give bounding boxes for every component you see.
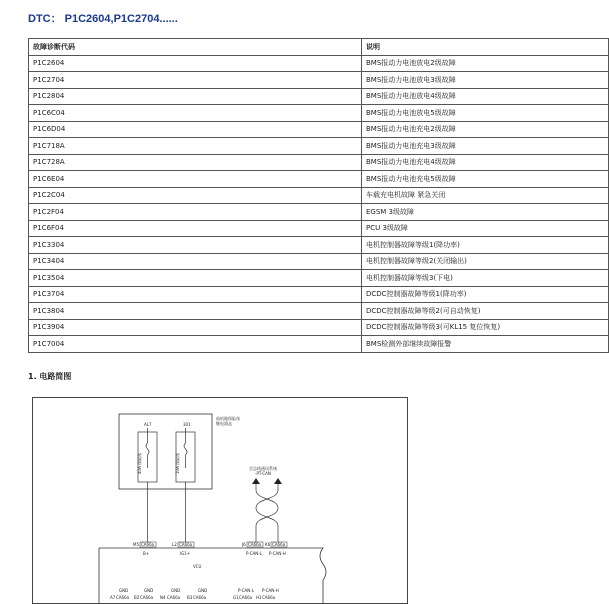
table-row — [29, 204, 609, 221]
bottom-gnd-1: GND — [119, 588, 129, 593]
dtc-description-cell: 车载充电机故障 紧急关闭 — [362, 187, 609, 204]
bottom-pin-h1: H1 — [256, 595, 262, 600]
table-row — [29, 270, 609, 287]
dtc-description-cell: BMS报动力电池充电4级故障 — [362, 154, 609, 171]
table-row — [29, 138, 609, 155]
table-row — [29, 171, 609, 188]
table-row — [29, 88, 609, 105]
dtc-description-cell: 电机控制器故障等级2(关闭输出) — [362, 253, 609, 270]
table-row — [29, 72, 609, 89]
dtc-title: DTC： P1C2604,P1C2704...... — [28, 13, 178, 25]
table-row — [29, 286, 609, 303]
can-arrow-right-icon — [274, 478, 282, 484]
fuse-box-label-1: 前机舱保险丝 — [216, 416, 240, 421]
dtc-code-cell: P1C6D04 — [29, 121, 362, 138]
bottom-conn-g1: CA66a — [239, 595, 253, 600]
bottom-conn-b2: CA66a — [140, 595, 154, 600]
header-code: 故障诊断代码 — [29, 39, 362, 56]
dtc-description-cell: 电机控制器故障等级3(下电) — [362, 270, 609, 287]
dtc-code-cell: P1C718A — [29, 138, 362, 155]
dtc-description-cell: EGSM 3级故障 — [362, 204, 609, 221]
pin-j6: J6 — [242, 542, 246, 547]
dtc-description-cell: DCDC控制器故障等级2(可自动恢复) — [362, 303, 609, 320]
dtc-description-cell: DCDC控制器故障等级1(降功率) — [362, 286, 609, 303]
can-twisted-wire-1 — [256, 484, 278, 538]
dtc-code-cell: P1C3504 — [29, 270, 362, 287]
fuse-box-label-2: 继电器盒 — [216, 421, 232, 426]
can-label-1: 至总线通讯系统 — [249, 466, 277, 471]
fuse-relay-box — [119, 414, 212, 489]
can-arrow-left-icon — [252, 478, 260, 484]
dtc-code-cell: P1C7004 — [29, 336, 362, 353]
dtc-code-cell: P1C2604 — [29, 55, 362, 72]
bottom-conn-a7: CA66a — [116, 595, 130, 600]
dtc-description-cell: BMS报动力电池充电5级故障 — [362, 171, 609, 188]
bottom-gnd-2: GND — [144, 588, 154, 593]
circuit-diagram — [32, 397, 408, 604]
dtc-code-cell: P1C728A — [29, 154, 362, 171]
table-row — [29, 187, 609, 204]
bottom-pin-b3: B3 — [187, 595, 193, 600]
dtc-code-cell: P1C6E04 — [29, 171, 362, 188]
dtc-description-cell: PCU 3级故障 — [362, 220, 609, 237]
pin-k6-sig: P-CAN-H — [269, 551, 286, 556]
dtc-code-cell: P1C2C04 — [29, 187, 362, 204]
pin-m5-sig: B+ — [143, 551, 150, 556]
bottom-gnd-3: GND — [171, 588, 181, 593]
dtc-description-cell: DCDC控制器故障等级3(可KL15 复位恢复) — [362, 319, 609, 336]
dtc-description-cell: BMS报动力电池放电5级故障 — [362, 105, 609, 122]
table-row — [29, 303, 609, 320]
pin-l2-conn: CA66a — [179, 542, 193, 547]
section-title: 1. 电路简图 — [28, 372, 72, 381]
bottom-pin-g1: G1 — [233, 595, 239, 600]
bottom-conn-b3: CA66a — [193, 595, 207, 600]
bottom-gnd-4: GND — [198, 588, 208, 593]
dtc-code-cell: P1C3704 — [29, 286, 362, 303]
circuit-diagram-svg — [33, 398, 407, 603]
pin-l2-sig: IG1+ — [180, 551, 191, 556]
can-label-2: -PT-CAN — [255, 471, 271, 476]
dtc-description-cell: BMS报动力电池充电3级故障 — [362, 138, 609, 155]
dtc-code-cell: P1C3804 — [29, 303, 362, 320]
dtc-description-cell: BMS报动力电池放电4级故障 — [362, 88, 609, 105]
table-row — [29, 121, 609, 138]
table-row — [29, 336, 609, 353]
table-row — [29, 253, 609, 270]
dtc-description-cell: BMS检测外部继续故障报警 — [362, 336, 609, 353]
bottom-pcan-l: P-CAN-L — [238, 588, 254, 593]
fuse1-name: AL7 — [144, 422, 152, 427]
pin-j6-sig: P-CAN-L — [246, 551, 262, 556]
dtc-code-cell: P1C2804 — [29, 88, 362, 105]
pin-m5-conn: CA66a — [141, 542, 155, 547]
fuse2-name: 301 — [183, 422, 191, 427]
table-row — [29, 154, 609, 171]
bottom-conn-h1: CA66a — [262, 595, 276, 600]
bottom-conn-n4: CA66a — [167, 595, 181, 600]
pin-m5: M5 — [133, 542, 139, 547]
can-twisted-wire-2 — [256, 484, 278, 538]
bottom-pin-n4: N4 — [160, 595, 166, 600]
table-row — [29, 237, 609, 254]
fuse2-icon — [184, 428, 187, 528]
pin-k6: K6 — [265, 542, 271, 547]
fuse1-icon — [146, 428, 149, 528]
bottom-pin-b2: B2 — [134, 595, 140, 600]
dtc-description-cell: BMS报动力电池放电2级故障 — [362, 55, 609, 72]
dtc-code-cell: P1C6C04 — [29, 105, 362, 122]
dtc-description-cell: BMS报动力电池放电3级故障 — [362, 72, 609, 89]
fuse1-rating: 40A 保险丝 — [137, 452, 142, 474]
dtc-code-cell: P1C2704 — [29, 72, 362, 89]
table-row — [29, 220, 609, 237]
table-header-row — [29, 39, 609, 56]
dtc-code-cell: P1C2F04 — [29, 204, 362, 221]
dtc-code-cell: P1C3304 — [29, 237, 362, 254]
dtc-code-cell: P1C3404 — [29, 253, 362, 270]
pin-j6-conn: CA66a — [248, 542, 262, 547]
table-row — [29, 55, 609, 72]
table-row — [29, 319, 609, 336]
dtc-table — [28, 38, 609, 353]
dtc-description-cell: BMS报动力电池充电2级故障 — [362, 121, 609, 138]
vcu-label: VCU — [193, 564, 202, 569]
dtc-code-cell: P1C6F04 — [29, 220, 362, 237]
dtc-code-cell: P1C3904 — [29, 319, 362, 336]
bottom-pin-a7: A7 — [110, 595, 116, 600]
header-description: 说明 — [362, 39, 609, 56]
fuse2-rating: 10A 保险丝 — [175, 452, 180, 474]
pin-l2: L2 — [172, 542, 177, 547]
table-row — [29, 105, 609, 122]
bottom-pcan-h: P-CAN-H — [262, 588, 279, 593]
pin-k6-conn: CA66a — [272, 542, 286, 547]
dtc-description-cell: 电机控制器故障等级1(降功率) — [362, 237, 609, 254]
